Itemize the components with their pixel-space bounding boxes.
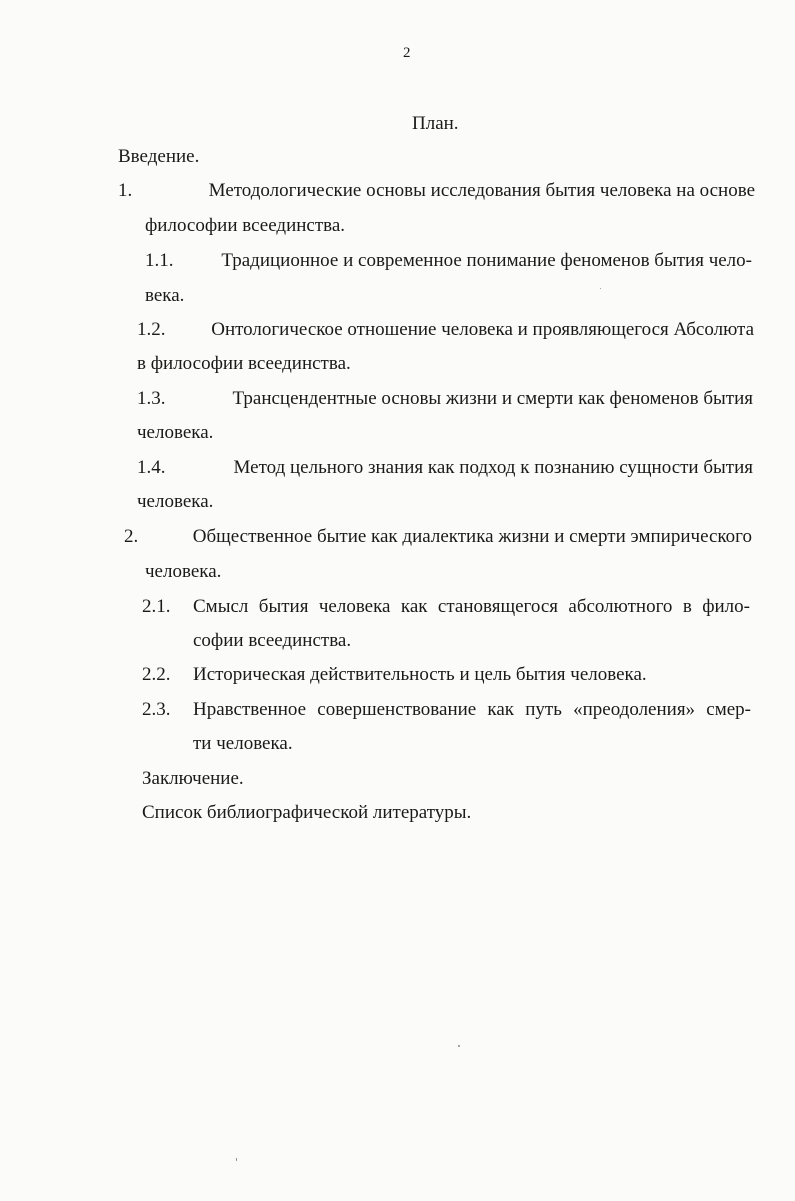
scan-speck (458, 1045, 460, 1047)
section-2-1-number: 2.1. (142, 596, 171, 617)
chapter-1-heading: Методологические основы исследования бытия человека на основе (208, 180, 755, 201)
section-2-3-number: 2.3. (142, 699, 171, 720)
chapter-2-title-line2: человека. (145, 561, 222, 582)
section-2-2-number: 2.2. (142, 664, 171, 685)
section-1-4-text: Метод цельного знания как подход к познанию сущности бытия (233, 457, 753, 478)
scan-speck (236, 1158, 237, 1161)
section-1-2-line1 (137, 319, 754, 341)
plan-title: План. (412, 113, 459, 134)
section-1-3-line2: человека. (137, 422, 214, 443)
page-number: 2 (403, 45, 411, 61)
section-1-3-number: 1.3. (137, 388, 166, 409)
bibliography-item: Список библиографической литературы. (142, 802, 472, 823)
section-1-1-line2: века. (145, 285, 185, 306)
chapter-2-title-line1 (124, 526, 752, 548)
chapter-1-number: 1. (118, 180, 133, 201)
section-1-1-line1 (145, 250, 752, 272)
section-1-2-number: 1.2. (137, 319, 166, 340)
section-1-1-number: 1.1. (145, 250, 174, 271)
section-1-3-line1 (137, 388, 753, 410)
conclusion-item: Заключение. (142, 768, 244, 789)
section-2-1-line1: Смысл бытия человека как становящегося абсолютного в фило- (193, 596, 750, 617)
section-2-1-line2: софии всеединства. (193, 630, 352, 651)
section-2-3-line2: ти человека. (193, 733, 293, 754)
section-1-2-text: Онтологическое отношение человека и проявляющегося Абсолюта (211, 319, 754, 340)
intro-item: Введение. (118, 146, 200, 167)
section-2-2-line1: Историческая действительность и цель бытия человека. (193, 664, 647, 685)
chapter-1-title-line2: философии всеединства. (145, 215, 346, 236)
chapter-2-heading: Общественное бытие как диалектика жизни и смерти эмпирического (192, 526, 752, 547)
section-1-3-text: Трансцендентные основы жизни и смерти как феноменов бытия (232, 388, 753, 409)
scan-speck (600, 288, 601, 289)
section-1-4-line2: человека. (137, 491, 214, 512)
chapter-2-number: 2. (124, 526, 139, 547)
section-1-4-line1 (137, 457, 753, 479)
chapter-1-title-line1 (118, 180, 755, 202)
section-1-4-number: 1.4. (137, 457, 166, 478)
section-1-1-text: Традиционное и современное понимание феноменов бытия чело- (221, 250, 752, 271)
section-2-3-line1: Нравственное совершенствование как путь «преодоления» смер- (193, 699, 751, 720)
section-1-2-line2: в философии всеединства. (137, 353, 351, 374)
